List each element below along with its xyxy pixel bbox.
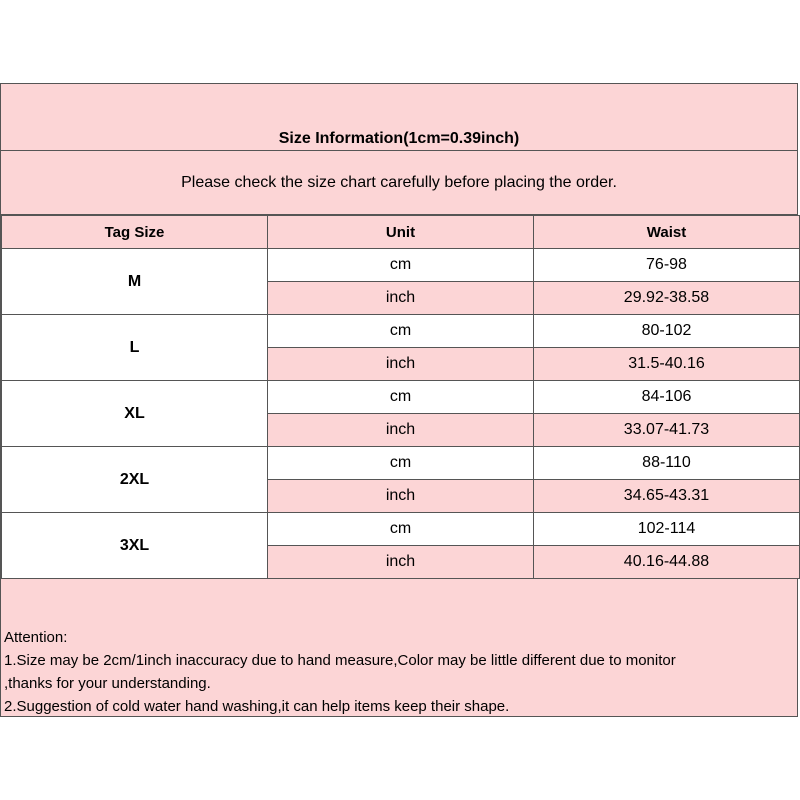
unit-cell: inch — [268, 348, 534, 381]
waist-cell: 29.92-38.58 — [534, 282, 800, 315]
tag-size-cell: 2XL — [2, 447, 268, 513]
attention-line-2: 2.Suggestion of cold water hand washing,it can help items keep their shape. — [4, 698, 510, 715]
waist-cell: 34.65-43.31 — [534, 480, 800, 513]
unit-cell: inch — [268, 414, 534, 447]
table-row — [2, 381, 800, 414]
waist-cell: 33.07-41.73 — [534, 414, 800, 447]
tag-size-cell: 3XL — [2, 513, 268, 579]
attention-line-1: 1.Size may be 2cm/1inch inaccuracy due to hand measure,Color may be little different due to monitor — [4, 652, 676, 669]
waist-cell: 88-110 — [534, 447, 800, 480]
waist-cell: 80-102 — [534, 315, 800, 348]
waist-cell: 31.5-40.16 — [534, 348, 800, 381]
attention-heading: Attention: — [4, 629, 68, 646]
unit-cell: cm — [268, 513, 534, 546]
table-row — [2, 249, 800, 282]
unit-cell: cm — [268, 447, 534, 480]
table-row — [2, 447, 800, 480]
tag-size-cell: L — [2, 315, 268, 381]
header-tag-size: Tag Size — [2, 216, 268, 249]
unit-cell: cm — [268, 249, 534, 282]
header-waist: Waist — [534, 216, 800, 249]
unit-cell: inch — [268, 282, 534, 315]
attention-line-1-cont: ,thanks for your understanding. — [4, 675, 211, 692]
unit-cell: inch — [268, 546, 534, 579]
waist-cell: 40.16-44.88 — [534, 546, 800, 579]
header-unit: Unit — [268, 216, 534, 249]
size-chart — [0, 83, 798, 717]
size-info-title: Size Information(1cm=0.39inch) — [1, 84, 797, 151]
unit-cell: inch — [268, 480, 534, 513]
waist-cell: 102-114 — [534, 513, 800, 546]
tag-size-cell: XL — [2, 381, 268, 447]
size-table — [1, 215, 800, 579]
attention-notes — [4, 626, 794, 718]
unit-cell: cm — [268, 315, 534, 348]
unit-cell: cm — [268, 381, 534, 414]
waist-cell: 76-98 — [534, 249, 800, 282]
tag-size-cell: M — [2, 249, 268, 315]
table-row — [2, 315, 800, 348]
waist-cell: 84-106 — [534, 381, 800, 414]
table-header-row — [2, 216, 800, 249]
size-notice: Please check the size chart carefully before placing the order. — [1, 151, 797, 215]
table-row — [2, 513, 800, 546]
